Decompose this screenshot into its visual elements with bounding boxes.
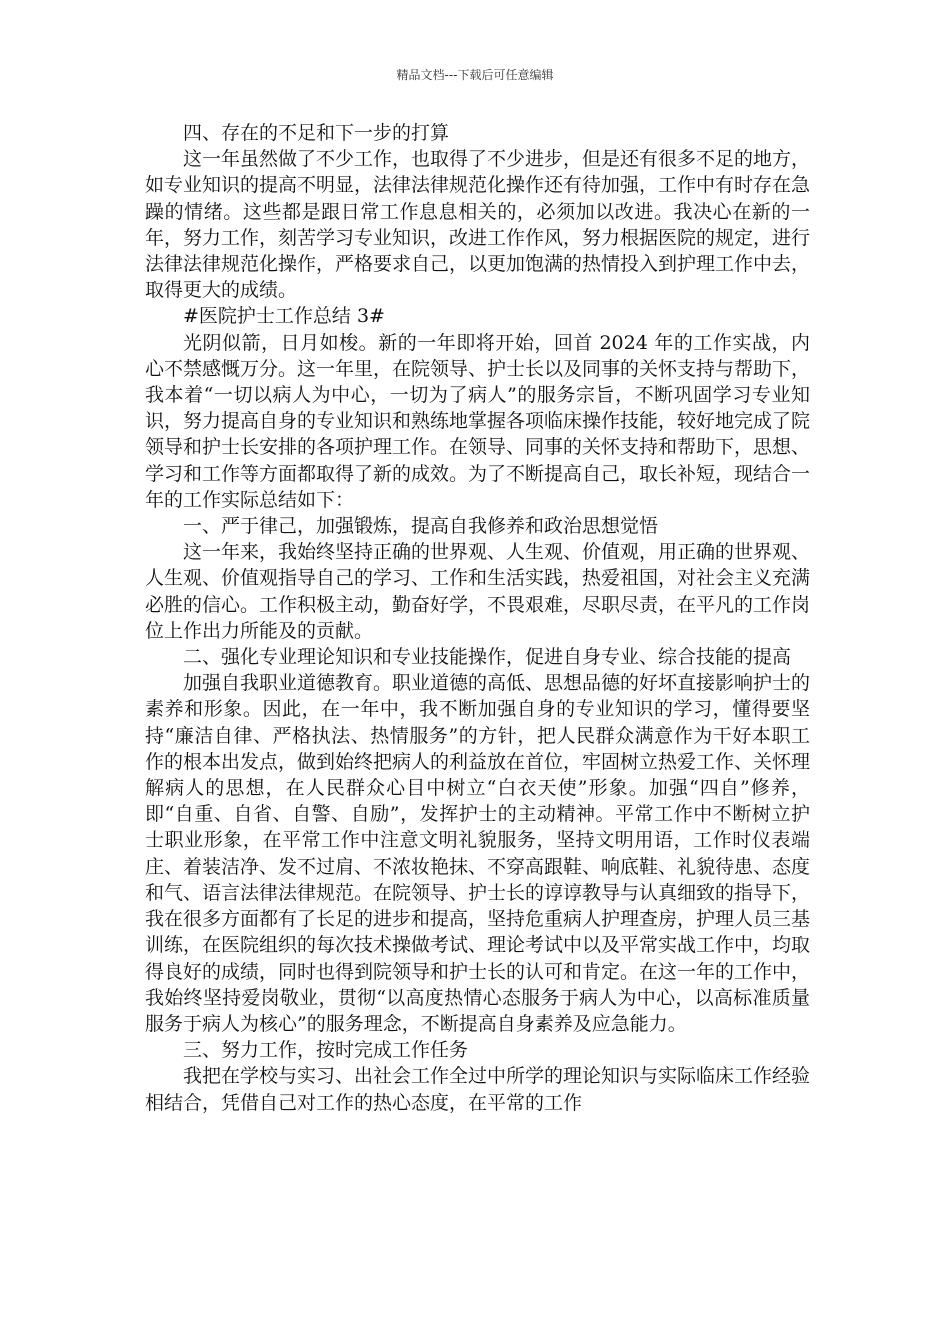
section-heading-self-discipline: 一、严于律己，加强锻炼，提高自我修养和政治思想觉悟 [183, 515, 659, 538]
section-heading-work-tasks: 三、努力工作，按时完成工作任务 [183, 1039, 469, 1062]
paragraph: 这一年虽然做了不少工作，也取得了不少进步，但是还有很多不足的地方，如专业知识的提高不明显，法律法律规范化操作还有待加强，工作中有时存在急躁的情绪。这些都是跟日常工作息息相关的，必须加以改进。我决心在新的一年，努力工作，刻苦学习专业知识，改进工作作风，努力根据医院的规定，进行法律法律规范化操作，严格要求自己，以更加饱满的热情投入到护理工作中去，取得更大的成绩。 [145, 148, 811, 302]
page-header: 精品文档---下载后可任意编辑 [396, 68, 554, 82]
paragraph: 我把在学校与实习、出社会工作全过中所学的理论知识与实际临床工作经验相结合，凭借自己对工作的热心态度，在平常的工作 [145, 1065, 811, 1114]
document-body [145, 120, 810, 1116]
paragraph: 加强自我职业道德教育。职业道德的高低、思想品德的好坏直接影响护士的素养和形象。因此，在一年中，我不断加强自身的专业知识的学习，懂得要坚持“廉洁自律、严格执法、热情服务”的方针，把人民群众满意作为干好本职工作的根本出发点，做到始终把病人的利益放在首位，牢固树立热爱工作、关怀理解病人的思想，在人民群众心目中树立“白衣天使”形象。加强“四自”修养，即“自重、自省、自警、自励”，发挥护士的主动精神。平常工作中不断树立护士职业形象，在平常工作中注意文明礼貌服务，坚持文明用语，工作时仪表端庄、着装洁净、发不过肩、不浓妆艳抹、不穿高跟鞋、响底鞋、礼貌待患、态度和气、语言法律法律规范。在院领导、护士长的谆谆教导与认真细致的指导下，我在很多方面都有了长足的进步和提高，坚持危重病人护理查房，护理人员三基训练，在医院组织的每次技术操做考试、理论考试中以及平常实战工作中，均取得良好的成绩，同时也得到院领导和护士长的认可和肯定。在这一年的工作中，我始终坚持爱岗敬业，贯彻“以高度热情心态服务于病人为中心，以高标准质量服务于病人为核心”的服务理念，不断提高自身素养及应急能力。 [145, 672, 811, 1035]
section-heading-shortcomings: 四、存在的不足和下一步的打算 [183, 122, 450, 144]
paragraph: 光阴似箭，日月如梭。新的一年即将开始，回首 2024 年的工作实战，内心不禁感慨万分。这一年里，在院领导、护士长以及同事的关怀支持与帮助下，我本着“一切以病人为中心，一切为了病人”的服务宗旨，不断巩固学习专业知识，努力提高自身的专业知识和熟练地掌握各项临床操作技能，较好地完成了院领导和护士长安排的各项护理工作。在领导、同事的关怀支持和帮助下，思想、学习和工作等方面都取得了新的成效。为了不断提高自己，取长补短，现结合一年的工作实际总结如下： [145, 331, 811, 511]
section-heading-professional-skills: 二、强化专业理论知识和专业技能操作，促进自身专业、综合技能的提高 [183, 646, 792, 669]
document-title: #医院护士工作总结 3# [183, 305, 385, 328]
paragraph: 这一年来，我始终坚持正确的世界观、人生观、价值观，用正确的世界观、人生观、价值观指导自己的学习、工作和生活实践，热爱祖国，对社会主义充满必胜的信心。工作积极主动，勤奋好学，不畏艰难，尽职尽责，在平凡的工作岗位上作出力所能及的贡献。 [145, 541, 811, 642]
